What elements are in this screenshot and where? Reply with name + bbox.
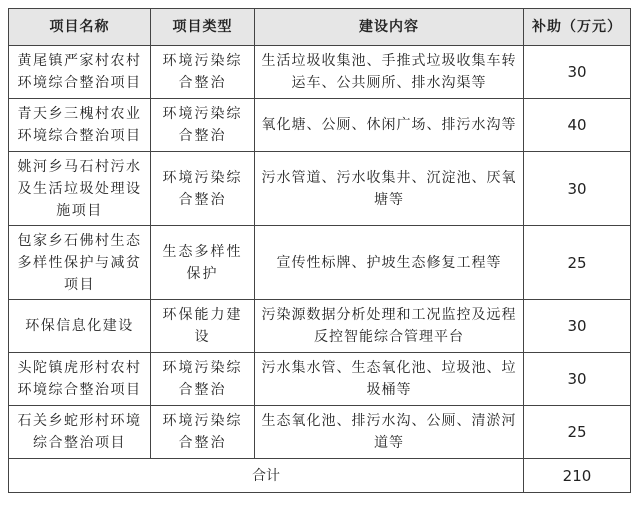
construction-content-cell: 氧化塘、公厕、休闲广场、排污水沟等 — [255, 99, 524, 152]
project-type-cell: 环境污染综合整治 — [151, 406, 255, 459]
project-name-cell: 青天乡三槐村农业环境综合整治项目 — [9, 99, 151, 152]
project-type-cell: 环境污染综合整治 — [151, 46, 255, 99]
header-construction-content: 建设内容 — [255, 9, 524, 46]
construction-content-cell: 污染源数据分析处理和工况监控及远程反控智能综合管理平台 — [255, 300, 524, 353]
subsidy-amount-cell: 30 — [524, 152, 631, 226]
project-type-cell: 环境污染综合整治 — [151, 99, 255, 152]
subsidy-amount-cell: 30 — [524, 46, 631, 99]
total-row — [9, 459, 631, 493]
project-type-cell: 环境污染综合整治 — [151, 152, 255, 226]
total-amount-cell: 210 — [524, 459, 631, 493]
table-row — [9, 406, 631, 459]
table-row — [9, 152, 631, 226]
project-name-cell: 黄尾镇严家村农村环境综合整治项目 — [9, 46, 151, 99]
table-row — [9, 226, 631, 300]
table-row — [9, 46, 631, 99]
project-type-cell: 环保能力建设 — [151, 300, 255, 353]
header-project-type: 项目类型 — [151, 9, 255, 46]
project-type-cell: 生态多样性保护 — [151, 226, 255, 300]
table-row — [9, 300, 631, 353]
subsidy-amount-cell: 25 — [524, 226, 631, 300]
table-row — [9, 353, 631, 406]
construction-content-cell: 生活垃圾收集池、手推式垃圾收集车转运车、公共厕所、排水沟渠等 — [255, 46, 524, 99]
project-name-cell: 姚河乡马石村污水及生活垃圾处理设施项目 — [9, 152, 151, 226]
subsidy-table-container — [8, 8, 630, 493]
subsidy-amount-cell: 25 — [524, 406, 631, 459]
header-project-name: 项目名称 — [9, 9, 151, 46]
project-name-cell: 环保信息化建设 — [9, 300, 151, 353]
construction-content-cell: 宣传性标牌、护坡生态修复工程等 — [255, 226, 524, 300]
subsidy-amount-cell: 30 — [524, 300, 631, 353]
project-name-cell: 石关乡蛇形村环境综合整治项目 — [9, 406, 151, 459]
table-row — [9, 99, 631, 152]
header-subsidy-amount: 补助（万元） — [524, 9, 631, 46]
table-header-row — [9, 9, 631, 46]
subsidy-amount-cell: 30 — [524, 353, 631, 406]
project-subsidy-table — [8, 8, 631, 493]
construction-content-cell: 污水管道、污水收集井、沉淀池、厌氧塘等 — [255, 152, 524, 226]
subsidy-amount-cell: 40 — [524, 99, 631, 152]
total-label-cell: 合计 — [9, 459, 524, 493]
construction-content-cell: 生态氧化池、排污水沟、公厕、清淤河道等 — [255, 406, 524, 459]
project-name-cell: 包家乡石佛村生态多样性保护与减贫项目 — [9, 226, 151, 300]
construction-content-cell: 污水集水管、生态氧化池、垃圾池、垃圾桶等 — [255, 353, 524, 406]
project-type-cell: 环境污染综合整治 — [151, 353, 255, 406]
project-name-cell: 头陀镇虎形村农村环境综合整治项目 — [9, 353, 151, 406]
